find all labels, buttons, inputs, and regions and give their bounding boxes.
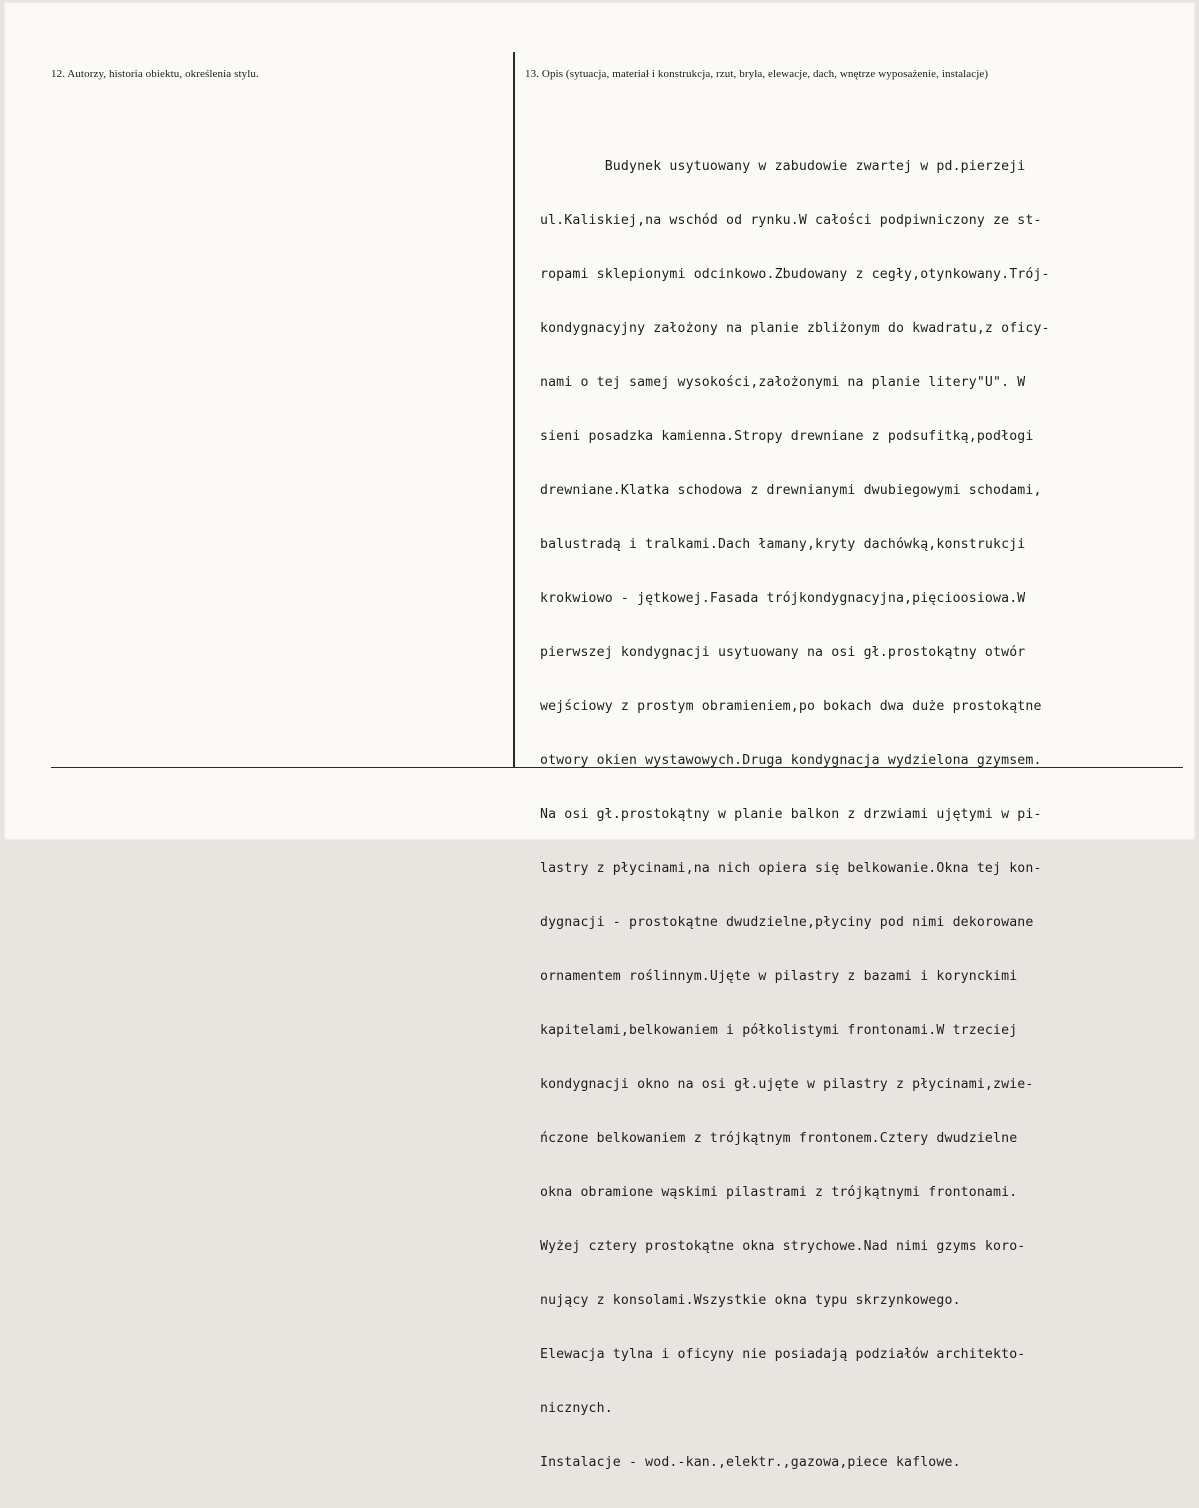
description-line: ńczone belkowaniem z trójkątnym frontonem.Cztery dwudzielne	[540, 1131, 1018, 1146]
typed-description	[540, 122, 1180, 1508]
description-line: otwory okien wystawowych.Druga kondygnacja wydzielona gzymsem.	[540, 753, 1042, 768]
column-divider	[513, 52, 515, 768]
description-line: dygnacji - prostokątne dwudzielne,płyciny pod nimi dekorowane	[540, 915, 1034, 930]
description-line: nujący z konsolami.Wszystkie okna typu skrzynkowego.	[540, 1293, 961, 1308]
description-line: lastry z płycinami,na nich opiera się belkowanie.Okna tej kon-	[540, 861, 1042, 876]
form-sheet	[4, 2, 1195, 1470]
description-line: balustradą i tralkami.Dach łamany,kryty dachówką,konstrukcji	[540, 537, 1026, 552]
description-line: krokwiowo - jętkowej.Fasada trójkondygnacyjna,pięcioosiowa.W	[540, 591, 1026, 606]
description-line: Elewacja tylna i oficyny nie posiadają podziałów architekto-	[540, 1347, 1026, 1362]
description-line: nicznych.	[540, 1401, 613, 1416]
description-line: ropami sklepionymi odcinkowo.Zbudowany z cegły,otynkowany.Trój-	[540, 267, 1050, 282]
description-line: kondygnacji okno na osi gł.ujęte w pilastry z płycinami,zwie-	[540, 1077, 1034, 1092]
description-line: kapitelami,belkowaniem i półkolistymi frontonami.W trzeciej	[540, 1023, 1018, 1038]
description-line: ul.Kaliskiej,na wschód od rynku.W całości podpiwniczony ze st-	[540, 213, 1042, 228]
description-line: ornamentem roślinnym.Ujęte w pilastry z bazami i korynckimi	[540, 969, 1018, 984]
field-13-label: 13. Opis (sytuacja, materiał i konstrukcja, rzut, bryła, elewacje, dach, wnętrze wyposażenie, instalacje)	[525, 68, 989, 80]
description-line: drewniane.Klatka schodowa z drewnianymi dwubiegowymi schodami,	[540, 483, 1042, 498]
field-12-label: 12. Autorzy, historia obiektu, określenia stylu.	[51, 68, 259, 80]
description-line: Wyżej cztery prostokątne okna strychowe.Nad nimi gzyms koro-	[540, 1239, 1026, 1254]
description-line: nami o tej samej wysokości,założonymi na planie litery"U". W	[540, 375, 1026, 390]
description-line: kondygnacyjny założony na planie zbliżonym do kwadratu,z oficy-	[540, 321, 1050, 336]
description-line: wejściowy z prostym obramieniem,po bokach dwa duże prostokątne	[540, 699, 1042, 714]
description-line: sieni posadzka kamienna.Stropy drewniane z podsufitką,podłogi	[540, 429, 1034, 444]
description-line: Budynek usytuowany w zabudowie zwartej w pd.pierzeji	[540, 159, 1026, 174]
description-line: Instalacje - wod.-kan.,elektr.,gazowa,piece kaflowe.	[540, 1455, 961, 1470]
description-line: okna obramione wąskimi pilastrami z trójkątnymi frontonami.	[540, 1185, 1018, 1200]
description-line: Na osi gł.prostokątny w planie balkon z drzwiami ujętymi w pi-	[540, 807, 1042, 822]
description-line: pierwszej kondygnacji usytuowany na osi gł.prostokątny otwór	[540, 645, 1026, 660]
